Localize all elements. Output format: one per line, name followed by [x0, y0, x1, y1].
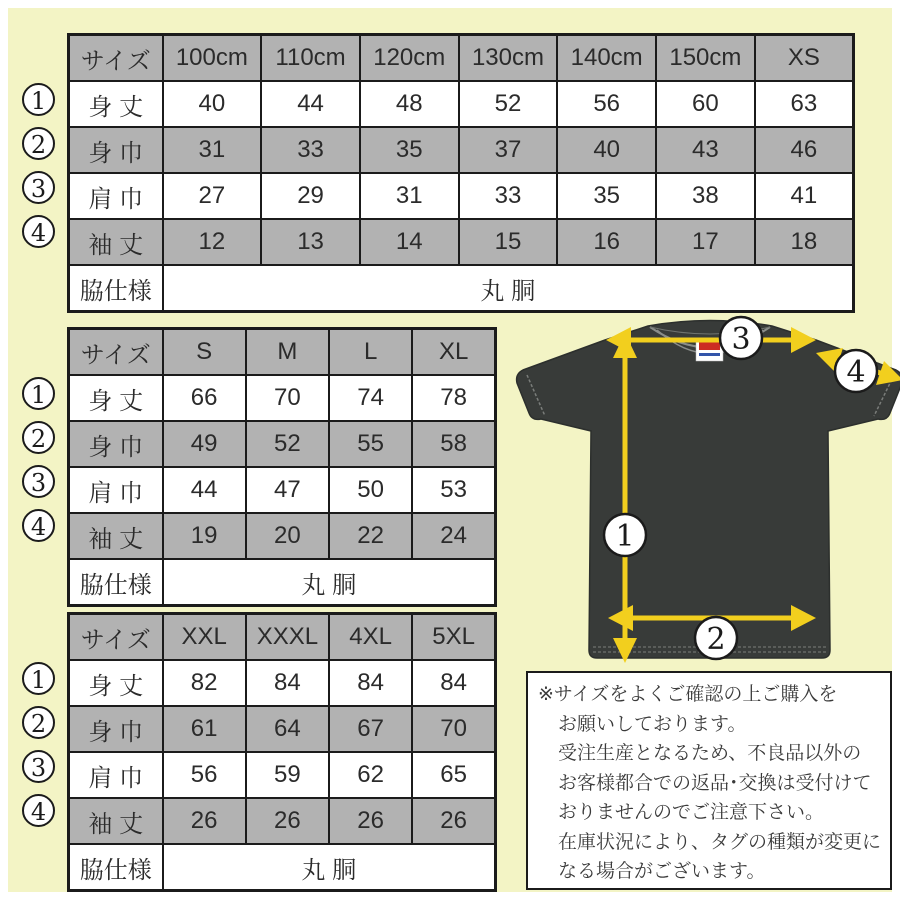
size-column-header: 110cm	[261, 35, 360, 82]
svg-text:4: 4	[846, 355, 866, 390]
measure-value-cell: 82	[163, 660, 246, 706]
measure-row-label: 身 巾	[69, 706, 163, 752]
measure-value-cell: 24	[412, 513, 495, 559]
measure-value-cell: 33	[261, 127, 360, 173]
measure-row-label: 袖 丈	[69, 513, 163, 559]
measure-value-cell: 48	[360, 81, 459, 127]
size-column-header: L	[329, 329, 412, 376]
measure-value-cell: 78	[412, 375, 495, 421]
measure-value-cell: 52	[246, 421, 329, 467]
notice-line: 在庫状況により、タグの種類が変更に	[558, 831, 882, 853]
side-spec-label: 脇仕様	[69, 844, 163, 891]
measure-value-cell: 26	[329, 798, 412, 844]
measure-value-cell: 13	[261, 219, 360, 265]
measure-value-cell: 56	[557, 81, 656, 127]
measure-value-cell: 18	[755, 219, 854, 265]
measure-row-label: 身 丈	[69, 81, 163, 127]
measure-row-label: 身 丈	[69, 375, 163, 421]
size-chart-canvas	[8, 8, 892, 892]
size-column-header: 130cm	[459, 35, 558, 82]
size-column-header: 100cm	[163, 35, 262, 82]
measure-row-label: 肩 巾	[69, 467, 163, 513]
measure-value-cell: 33	[459, 173, 558, 219]
measure-value-cell: 40	[163, 81, 262, 127]
measure-value-cell: 66	[163, 375, 246, 421]
measure-value-cell: 44	[163, 467, 246, 513]
measure-value-cell: 58	[412, 421, 495, 467]
measure-value-cell: 84	[329, 660, 412, 706]
measure-value-cell: 84	[246, 660, 329, 706]
side-spec-value: 丸 胴	[163, 844, 496, 891]
row-number-badge: 3	[22, 171, 55, 204]
notice-line: おりませんのでご注意下さい。	[558, 802, 825, 823]
measure-value-cell: 31	[360, 173, 459, 219]
size-header-label: サイズ	[69, 35, 163, 82]
size-table-big	[67, 612, 497, 892]
row-number-badge: 4	[22, 509, 55, 542]
row-number-badge: 1	[22, 377, 55, 410]
size-column-header: XXXL	[246, 614, 329, 661]
size-table-kids	[67, 33, 855, 313]
measure-value-cell: 37	[459, 127, 558, 173]
measure-row-label: 袖 丈	[69, 798, 163, 844]
measure-value-cell: 70	[412, 706, 495, 752]
row-number-badge: 4	[22, 215, 55, 248]
size-column-header: S	[163, 329, 246, 376]
row-number-badge: 3	[22, 750, 55, 783]
measure-value-cell: 44	[261, 81, 360, 127]
row-number-badge: 2	[22, 127, 55, 160]
measure-value-cell: 74	[329, 375, 412, 421]
measure-label-4	[835, 350, 877, 392]
size-column-header: 120cm	[360, 35, 459, 82]
size-table-adult	[67, 327, 497, 607]
row-number-badge: 2	[22, 421, 55, 454]
size-column-header: 4XL	[329, 614, 412, 661]
row-number-badge: 3	[22, 465, 55, 498]
measure-value-cell: 14	[360, 219, 459, 265]
measure-value-cell: 70	[246, 375, 329, 421]
measure-row-label: 身 丈	[69, 660, 163, 706]
measure-value-cell: 46	[755, 127, 854, 173]
measure-row-label: 身 巾	[69, 421, 163, 467]
measure-value-cell: 64	[246, 706, 329, 752]
measure-value-cell: 56	[163, 752, 246, 798]
notice-box	[526, 671, 892, 890]
svg-text:3: 3	[731, 322, 751, 357]
measure-value-cell: 35	[557, 173, 656, 219]
size-table-big-wrap	[30, 612, 497, 892]
notice-line: お客様都合での返品･交換は受付けて	[558, 772, 872, 794]
row-number-badge: 2	[22, 706, 55, 739]
notice-line: お願いしております。	[558, 713, 747, 735]
measure-value-cell: 40	[557, 127, 656, 173]
row-number-badge: 1	[22, 83, 55, 116]
measure-value-cell: 16	[557, 219, 656, 265]
size-column-header: 140cm	[557, 35, 656, 82]
size-column-header: XXL	[163, 614, 246, 661]
measure-value-cell: 53	[412, 467, 495, 513]
measure-value-cell: 59	[246, 752, 329, 798]
measure-value-cell: 62	[329, 752, 412, 798]
measure-value-cell: 60	[656, 81, 755, 127]
side-spec-label: 脇仕様	[69, 559, 163, 606]
measure-value-cell: 15	[459, 219, 558, 265]
measure-row-label: 身 巾	[69, 127, 163, 173]
measure-value-cell: 38	[656, 173, 755, 219]
measure-value-cell: 31	[163, 127, 262, 173]
size-table-kids-wrap	[30, 33, 855, 313]
size-column-header: M	[246, 329, 329, 376]
measure-value-cell: 63	[755, 81, 854, 127]
measure-label-2	[695, 617, 737, 659]
measure-value-cell: 49	[163, 421, 246, 467]
svg-text:1: 1	[615, 519, 635, 554]
size-column-header: 150cm	[656, 35, 755, 82]
size-column-header: XL	[412, 329, 495, 376]
measure-value-cell: 43	[656, 127, 755, 173]
notice-line: 受注生産となるため、不良品以外の	[558, 743, 862, 764]
size-header-label: サイズ	[69, 329, 163, 376]
tshirt-measurement-diagram	[513, 313, 900, 668]
size-column-header: XS	[755, 35, 854, 82]
measure-value-cell: 12	[163, 219, 262, 265]
measure-value-cell: 35	[360, 127, 459, 173]
side-spec-value: 丸 胴	[163, 265, 854, 312]
measure-value-cell: 17	[656, 219, 755, 265]
row-number-badge: 4	[22, 794, 55, 827]
measure-value-cell: 41	[755, 173, 854, 219]
measure-value-cell: 84	[412, 660, 495, 706]
size-header-label: サイズ	[69, 614, 163, 661]
side-spec-value: 丸 胴	[163, 559, 496, 606]
row-number-badge: 1	[22, 662, 55, 695]
measure-label-1	[604, 514, 646, 556]
notice-line: ※サイズをよくご確認の上ご購入を	[538, 684, 838, 705]
size-table-adult-wrap	[30, 327, 497, 607]
measure-row-label: 袖 丈	[69, 219, 163, 265]
measure-value-cell: 26	[246, 798, 329, 844]
measure-value-cell: 19	[163, 513, 246, 559]
measure-value-cell: 55	[329, 421, 412, 467]
measure-value-cell: 65	[412, 752, 495, 798]
measure-value-cell: 27	[163, 173, 262, 219]
measure-row-label: 肩 巾	[69, 173, 163, 219]
measure-value-cell: 22	[329, 513, 412, 559]
measure-value-cell: 52	[459, 81, 558, 127]
measure-value-cell: 61	[163, 706, 246, 752]
measure-value-cell: 50	[329, 467, 412, 513]
measure-row-label: 肩 巾	[69, 752, 163, 798]
measure-value-cell: 26	[412, 798, 495, 844]
size-column-header: 5XL	[412, 614, 495, 661]
measure-label-3	[720, 317, 762, 359]
notice-line: なる場合がございます。	[558, 861, 766, 882]
measure-value-cell: 47	[246, 467, 329, 513]
svg-text:2: 2	[706, 622, 726, 657]
measure-value-cell: 20	[246, 513, 329, 559]
measure-value-cell: 67	[329, 706, 412, 752]
measure-value-cell: 29	[261, 173, 360, 219]
side-spec-label: 脇仕様	[69, 265, 163, 312]
measure-value-cell: 26	[163, 798, 246, 844]
